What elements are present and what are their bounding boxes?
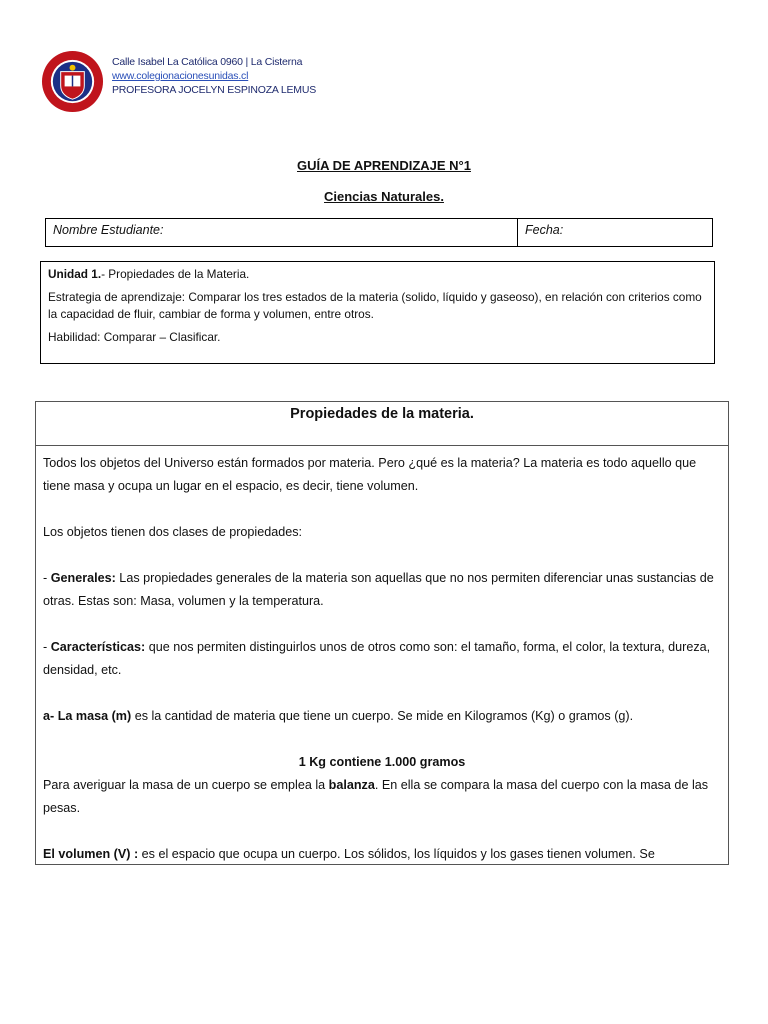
unit-line: [48, 266, 707, 283]
balance-post: . En ella se compara la masa del cuerpo con la masa de las pesas.: [43, 778, 709, 815]
general-label: Generales:: [50, 571, 116, 585]
school-address: Calle Isabel La Católica 0960 | La Cisterna: [112, 56, 303, 68]
student-info-table: [45, 218, 713, 247]
balance-paragraph: [43, 774, 721, 820]
volume-text: es el espacio que ocupa un cuerpo. Los sólidos, los líquidos y los gases tienen volumen. Se: [138, 847, 655, 861]
mass-label: La masa (m): [57, 709, 132, 723]
general-paragraph: - Generales: Las propiedades generales de la materia son aquellas que no nos permiten diferenciar unas sustancias de otras. Estas son: Masa, volumen y la temperatura.: [43, 571, 714, 608]
characteristics-paragraph: - Características: que nos permiten distinguirlos unos de otros como son: el tamaño, forma, el color, la textura, dureza, densidad, etc.: [43, 640, 711, 677]
unit-info-box: [40, 261, 715, 364]
volume-label: El volumen (V) :: [43, 847, 139, 861]
school-header: [112, 55, 316, 97]
school-logo: [41, 50, 104, 113]
content-box: [35, 401, 729, 865]
unit-label: Unidad 1.: [48, 267, 102, 281]
balance-label: balanza: [328, 778, 375, 792]
characteristics-text: que nos permiten distinguirlos unos de otros como son: el tamaño, forma, el color, la textura, dureza, densidad, etc.: [43, 640, 711, 677]
classes-paragraph: Los objetos tienen dos clases de propiedades:: [43, 525, 303, 539]
student-name-field[interactable]: Nombre Estudiante:: [46, 219, 518, 246]
kg-note: 1 Kg contiene 1.000 gramos: [298, 755, 466, 769]
mass-text: es la cantidad de materia que tiene un cuerpo. Se mide en Kilogramos (Kg) o gramos (g).: [131, 709, 634, 723]
content-body: [36, 446, 728, 866]
mass-paragraph: [43, 705, 721, 728]
characteristics-label: Características:: [50, 640, 146, 654]
intro-paragraph: Todos los objetos del Universo están formados por materia. Pero ¿qué es la materia? La materia es todo aquello que tiene masa y ocupa un lugar en el espacio, es decir, tiene volumen.: [43, 456, 697, 493]
volume-paragraph: [43, 843, 721, 866]
learning-strategy: Estrategia de aprendizaje: Comparar los tres estados de la materia (solido, líquido y gaseoso), en relación con criterios como la capacidad de fluir, cambiar de forma y volumen, entre otros.: [48, 290, 702, 321]
date-field[interactable]: Fecha:: [525, 223, 564, 237]
subject-title: Ciencias Naturales.: [324, 189, 444, 204]
skill-line: Habilidad: Comparar – Clasificar.: [48, 330, 221, 344]
school-website-link[interactable]: www.colegionacionesunidas.cl: [112, 70, 249, 82]
teacher-name: PROFESORA JOCELYN ESPINOZA LEMUS: [112, 84, 317, 96]
general-text: Las propiedades generales de la materia son aquellas que no nos permiten diferenciar unas sustancias de otras. Estas son: Masa, volumen y la temperatura.: [43, 571, 714, 608]
balance-pre: Para averiguar la masa de un cuerpo se emplea la: [43, 778, 329, 792]
guide-title: GUÍA DE APRENDIZAJE N°1: [297, 158, 471, 173]
unit-title: - Propiedades de la Materia.: [101, 267, 250, 281]
mass-prefix: a-: [43, 709, 58, 723]
content-title: Propiedades de la materia.: [36, 402, 728, 446]
